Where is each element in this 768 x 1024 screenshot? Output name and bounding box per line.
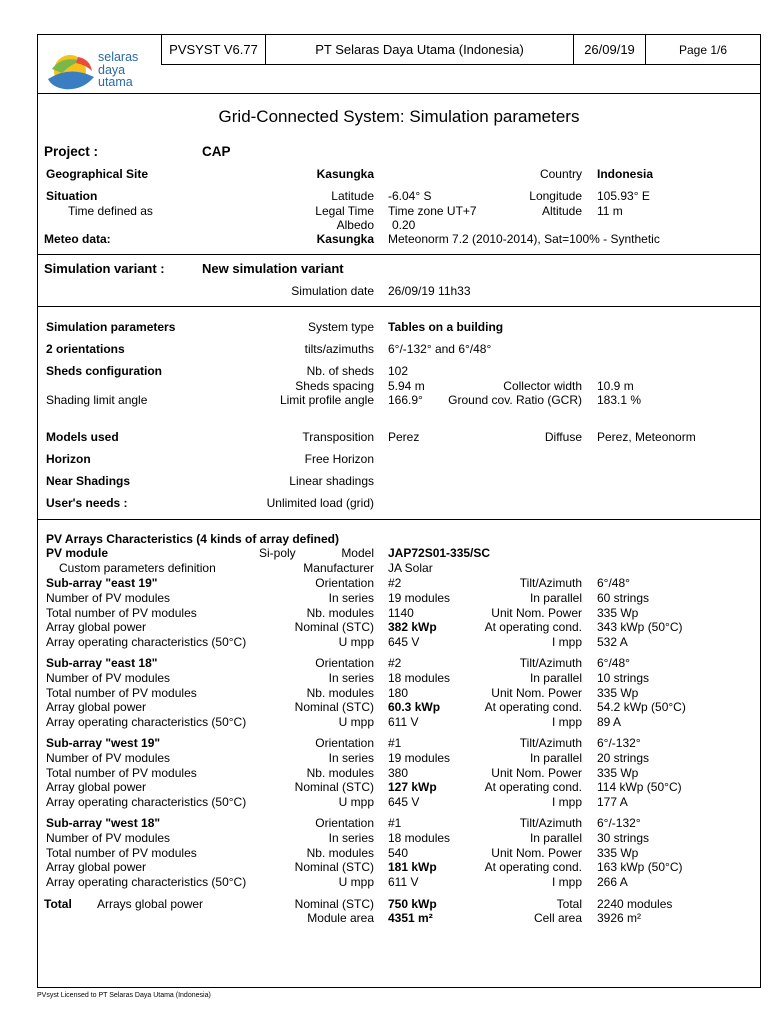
subarray-param-value: 10 strings <box>597 670 650 685</box>
subarray-row-label: Total number of PV modules <box>46 605 197 620</box>
subarray-param-label: In series <box>328 750 374 765</box>
subarray-param-value: 266 A <box>597 875 628 890</box>
subarray-row-label: Array global power <box>46 860 147 875</box>
tilts-label: tilts/azimuths <box>304 342 374 356</box>
sim-date-value: 26/09/19 11h33 <box>388 284 471 298</box>
report-header <box>38 35 760 94</box>
subarray-param-label: At operating cond. <box>484 860 582 875</box>
subarray-row-label: Total number of PV modules <box>46 765 197 780</box>
users-needs-label: User's needs : <box>46 496 128 510</box>
sheds-spacing-label: Sheds spacing <box>295 379 374 393</box>
subarray-row-label: Number of PV modules <box>46 670 171 685</box>
subarray-param-label: Tilt/Azimuth <box>519 656 582 670</box>
cell-area-label: Cell area <box>533 911 582 925</box>
subarray-row-label: Total number of PV modules <box>46 685 197 700</box>
subarray-param-value: 19 modules <box>388 590 451 605</box>
subarray-param-value: 127 kWp <box>388 780 437 795</box>
report-page <box>37 34 761 988</box>
subarray-param-label: U mpp <box>338 715 374 730</box>
license-footer: PVsyst Licensed to PT Selaras Daya Utama (Indonesia) <box>37 992 211 999</box>
subarray-param-value: 540 <box>388 845 409 860</box>
total-nominal-label: Nominal (STC) <box>294 897 374 911</box>
subarray-name: Sub-array "west 19" <box>46 736 161 750</box>
subarray-param-value: 611 V <box>388 875 419 890</box>
subarray-param-label: At operating cond. <box>484 700 582 715</box>
subarray-param-label: I mpp <box>551 715 582 730</box>
variant-name: New simulation variant <box>202 261 344 276</box>
limit-profile-value: 166.9° <box>388 393 423 407</box>
subarray-param-value: 89 A <box>597 715 622 730</box>
subarray-param-value: 611 V <box>388 715 419 730</box>
total-nominal-value: 750 kWp <box>388 897 437 911</box>
subarray-param-label: Tilt/Azimuth <box>519 576 582 590</box>
module-area-label: Module area <box>307 911 374 925</box>
subarray-param-label: At operating cond. <box>484 620 582 635</box>
country-label: Country <box>539 167 582 181</box>
time-defined-label: Time defined as <box>68 204 153 218</box>
subarray-param-label: Orientation <box>315 576 374 590</box>
geo-site-value: Kasungka <box>316 167 374 181</box>
subarray-param-value: 335 Wp <box>597 685 639 700</box>
subarray-param-value: #2 <box>388 576 402 590</box>
longitude-label: Longitude <box>529 189 582 203</box>
subarray-param-label: Nominal (STC) <box>294 780 374 795</box>
users-needs-value: Unlimited load (grid) <box>266 496 374 510</box>
subarray-param-label: In series <box>328 830 374 845</box>
subarray-row-label: Number of PV modules <box>46 750 171 765</box>
subarray-param-label: In parallel <box>529 750 582 765</box>
subarray-row-label: Array operating characteristics (50°C) <box>46 795 247 810</box>
subarray-param-value: 382 kWp <box>388 620 437 635</box>
subarray-row-label: Array global power <box>46 780 147 795</box>
near-shadings-label: Near Shadings <box>46 474 131 488</box>
diffuse-value: Perez, Meteonorm <box>597 430 696 444</box>
subarray-param-value: 6°/48° <box>597 656 630 670</box>
subarray-param-value: 335 Wp <box>597 605 639 620</box>
manufacturer-label: Manufacturer <box>303 561 374 575</box>
cell-area-value: 3926 m² <box>597 911 642 925</box>
altitude-value: 11 m <box>597 204 623 218</box>
transposition-label: Transposition <box>302 430 374 444</box>
subarray-param-label: U mpp <box>338 795 374 810</box>
subarray-param-label: Orientation <box>315 816 374 830</box>
subarray-param-label: Unit Nom. Power <box>491 765 582 780</box>
page-number: Page 1/6 <box>646 35 760 65</box>
model-label: Model <box>341 546 374 560</box>
subarray-param-label: In parallel <box>529 830 582 845</box>
arrays-global-label: Arrays global power <box>97 897 204 911</box>
total-label: Total <box>44 897 72 911</box>
latitude-value: -6.04° S <box>388 189 432 203</box>
subarray-param-label: At operating cond. <box>484 780 582 795</box>
subarray-param-label: I mpp <box>551 875 582 890</box>
subarray-param-label: Nb. modules <box>306 765 374 780</box>
total-modules-label: Total <box>556 897 582 911</box>
project-name: CAP <box>202 144 231 159</box>
model-value: JAP72S01-335/SC <box>388 546 491 560</box>
subarray-param-label: Orientation <box>315 736 374 750</box>
sim-params-label: Simulation parameters <box>46 320 176 334</box>
module-area-value: 4351 m² <box>388 911 433 925</box>
subarray-param-label: Nominal (STC) <box>294 700 374 715</box>
subarray-param-value: 645 V <box>388 795 420 810</box>
logo-line-2: daya <box>98 62 126 77</box>
subarray-param-value: 54.2 kWp (50°C) <box>597 700 686 715</box>
pv-tech: Si-poly <box>259 546 296 560</box>
subarray-param-label: I mpp <box>551 795 582 810</box>
system-type-label: System type <box>307 320 374 334</box>
divider <box>38 254 760 255</box>
subarray-param-label: U mpp <box>338 875 374 890</box>
subarray-param-value: 30 strings <box>597 830 650 845</box>
subarray-param-label: Orientation <box>315 656 374 670</box>
nb-sheds-value: 102 <box>388 364 409 378</box>
subarray-param-value: 335 Wp <box>597 765 639 780</box>
variant-label: Simulation variant : <box>44 261 165 276</box>
subarray-name: Sub-array "west 18" <box>46 816 161 830</box>
subarray-param-value: 380 <box>388 765 409 780</box>
altitude-label: Altitude <box>541 204 582 218</box>
sim-date-label: Simulation date <box>291 284 374 298</box>
shading-limit-label: Shading limit angle <box>46 393 148 407</box>
company-name: PT Selaras Daya Utama (Indonesia) <box>266 35 574 65</box>
tilts-value: 6°/-132° and 6°/48° <box>388 342 492 356</box>
logo-line-1: selaras <box>98 50 139 64</box>
subarray-param-value: #1 <box>388 816 402 830</box>
subarray-param-value: 645 V <box>388 635 420 650</box>
subarray-param-value: 18 modules <box>388 830 451 845</box>
pv-arrays-heading: PV Arrays Characteristics (4 kinds of array defined) <box>46 532 340 546</box>
subarray-param-value: #1 <box>388 736 402 750</box>
subarray-param-label: Unit Nom. Power <box>491 845 582 860</box>
subarray-param-label: Nominal (STC) <box>294 860 374 875</box>
meteo-site: Kasungka <box>316 232 374 246</box>
subarray-param-label: In parallel <box>529 590 582 605</box>
custom-params-label: Custom parameters definition <box>59 561 216 575</box>
sheds-config-label: Sheds configuration <box>46 364 163 378</box>
subarray-param-label: In parallel <box>529 670 582 685</box>
horizon-label: Horizon <box>46 452 91 466</box>
situation-label: Situation <box>46 189 98 203</box>
subarray-param-value: 6°/-132° <box>597 816 641 830</box>
horizon-value: Free Horizon <box>304 452 374 466</box>
subarray-row-label: Number of PV modules <box>46 590 171 605</box>
longitude-value: 105.93° E <box>597 189 650 203</box>
software-version: PVSYST V6.77 <box>161 35 266 65</box>
subarray-row-label: Array operating characteristics (50°C) <box>46 715 247 730</box>
subarray-param-label: Unit Nom. Power <box>491 685 582 700</box>
subarray-param-value: 181 kWp <box>388 860 437 875</box>
albedo-label: Albedo <box>336 218 374 232</box>
subarray-param-value: 177 A <box>597 795 628 810</box>
logo-line-3: utama <box>98 75 133 89</box>
latitude-label: Latitude <box>331 189 374 203</box>
subarray-param-value: 343 kWp (50°C) <box>597 620 683 635</box>
subarray-param-value: 532 A <box>597 635 628 650</box>
near-shadings-value: Linear shadings <box>289 474 374 488</box>
subarray-name: Sub-array "east 19" <box>46 576 158 590</box>
subarray-param-value: 6°/-132° <box>597 736 641 750</box>
subarray-param-value: 163 kWp (50°C) <box>597 860 683 875</box>
orientations-label: 2 orientations <box>46 342 125 356</box>
total-modules-value: 2240 modules <box>597 897 673 911</box>
subarray-param-value: 180 <box>388 685 409 700</box>
subarray-param-label: Tilt/Azimuth <box>519 736 582 750</box>
manufacturer-value: JA Solar <box>388 561 433 575</box>
subarray-param-label: U mpp <box>338 635 374 650</box>
gcr-label: Ground cov. Ratio (GCR) <box>448 393 582 407</box>
subarray-param-value: 335 Wp <box>597 845 639 860</box>
nb-sheds-label: Nb. of sheds <box>306 364 374 378</box>
subarray-param-label: Nb. modules <box>306 845 374 860</box>
limit-profile-label: Limit profile angle <box>279 393 374 407</box>
collector-width-value: 10.9 m <box>597 379 634 393</box>
subarray-param-value: 19 modules <box>388 750 451 765</box>
system-type-value: Tables on a building <box>388 320 504 334</box>
subarray-param-label: Nb. modules <box>306 685 374 700</box>
legal-time-value: Time zone UT+7 <box>388 204 477 218</box>
divider <box>38 519 760 520</box>
legal-time-label: Legal Time <box>315 204 374 218</box>
subarray-row-label: Array global power <box>46 700 147 715</box>
pv-module-label: PV module <box>46 546 109 560</box>
subarray-param-value: 60 strings <box>597 590 650 605</box>
subarray-param-value: 114 kWp (50°C) <box>597 780 682 795</box>
subarray-param-value: 20 strings <box>597 750 650 765</box>
sheds-spacing-value: 5.94 m <box>388 379 425 393</box>
meteo-value: Meteonorm 7.2 (2010-2014), Sat=100% - Synthetic <box>388 232 660 246</box>
project-label: Project : <box>44 144 99 159</box>
subarray-param-value: 6°/48° <box>597 576 630 590</box>
albedo-value: 0.20 <box>392 218 416 232</box>
diffuse-label: Diffuse <box>544 430 582 444</box>
subarray-param-label: In series <box>328 670 374 685</box>
report-date: 26/09/19 <box>574 35 646 65</box>
meteo-label: Meteo data: <box>44 232 111 246</box>
page-title: Grid-Connected System: Simulation parameters <box>218 107 580 126</box>
subarray-param-value: 18 modules <box>388 670 451 685</box>
subarray-row-label: Array operating characteristics (50°C) <box>46 635 247 650</box>
transposition-value: Perez <box>388 430 420 444</box>
subarray-param-label: Tilt/Azimuth <box>519 816 582 830</box>
subarray-param-label: In series <box>328 590 374 605</box>
subarray-param-value: 1140 <box>388 605 414 620</box>
collector-width-label: Collector width <box>503 379 582 393</box>
divider <box>38 306 760 307</box>
subarray-row-label: Array global power <box>46 620 147 635</box>
country-value: Indonesia <box>597 167 654 181</box>
subarray-row-label: Array operating characteristics (50°C) <box>46 875 247 890</box>
subarray-name: Sub-array "east 18" <box>46 656 158 670</box>
subarray-param-value: #2 <box>388 656 402 670</box>
subarray-param-label: Nb. modules <box>306 605 374 620</box>
subarray-param-label: I mpp <box>551 635 582 650</box>
subarray-row-label: Number of PV modules <box>46 830 171 845</box>
models-label: Models used <box>46 430 119 444</box>
gcr-value: 183.1 % <box>597 393 642 407</box>
subarray-param-label: Nominal (STC) <box>294 620 374 635</box>
subarray-param-value: 60.3 kWp <box>388 700 441 715</box>
geo-site-label: Geographical Site <box>46 167 149 181</box>
subarray-row-label: Total number of PV modules <box>46 845 197 860</box>
subarray-param-label: Unit Nom. Power <box>491 605 582 620</box>
